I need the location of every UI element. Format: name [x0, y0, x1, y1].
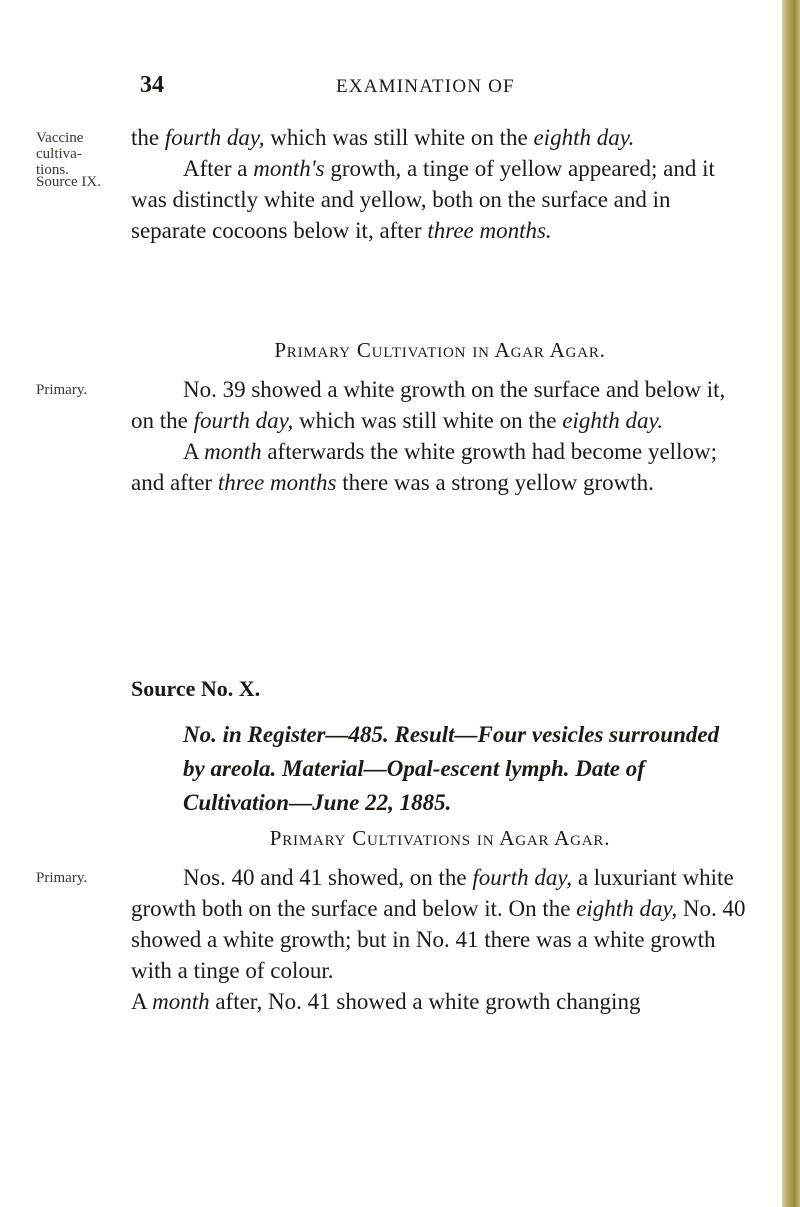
italic-run: month	[152, 989, 210, 1014]
italic-run: fourth day,	[164, 125, 265, 150]
paragraph	[131, 374, 747, 436]
italic-run: month	[204, 439, 262, 464]
text-run: No. 39 showed a white growth on the surface and below it, on the	[131, 377, 726, 433]
paragraph	[131, 122, 747, 153]
text-run: afterwards the white growth had become yellow; and after	[131, 439, 717, 495]
source-details: No. in Register—485. Result—Four vesicles surrounded by areola. Material—Opal-escent lymph. Date of Cultivation—June 22, 1885.	[183, 722, 720, 815]
page-number: 34	[140, 72, 164, 98]
running-head	[0, 72, 620, 102]
text-run: growth, a tinge of yellow appeared; and it was distinctly white and yellow, both on the surface and in separate cocoons below it, after	[131, 156, 715, 243]
body-block-3	[131, 862, 747, 1017]
paragraph	[131, 436, 747, 498]
paragraph	[131, 153, 747, 246]
text-run: there was a strong yellow growth.	[336, 470, 654, 495]
margin-note-primary-2: Primary.	[36, 870, 88, 886]
section-heading-2: Primary Cultivations in Agar Agar.	[269, 826, 611, 850]
source-heading: Source No. X.	[131, 676, 261, 701]
italic-run: eighth day.	[533, 125, 635, 150]
body-block-2	[131, 374, 747, 498]
paragraph	[131, 862, 747, 986]
text-run: which was still white on the	[264, 125, 534, 150]
italic-run: three months.	[427, 218, 552, 243]
page-edge	[782, 0, 800, 1207]
margin-note-line: tions.	[36, 162, 69, 178]
text-run: A	[183, 439, 205, 464]
paragraph	[131, 986, 747, 1017]
text-run: A	[131, 989, 153, 1014]
italic-run: fourth day,	[472, 865, 573, 890]
italic-run: month's	[253, 156, 325, 181]
margin-note-source-ix: Source IX.	[36, 174, 101, 190]
margin-note-primary-1: Primary.	[36, 382, 88, 398]
italic-run: eighth day,	[576, 896, 678, 921]
margin-note-line: Vaccine	[36, 130, 84, 146]
text-run: After a	[183, 156, 254, 181]
text-run: which was still white on the	[293, 408, 563, 433]
body-block-1	[131, 122, 747, 246]
italic-run: three months	[217, 470, 337, 495]
margin-note-line: cultiva-	[36, 146, 82, 162]
italic-run: fourth day,	[193, 408, 294, 433]
header-title: EXAMINATION OF	[336, 76, 515, 97]
text-run: the	[131, 125, 165, 150]
text-run: after, No. 41 showed a white growth changing	[209, 989, 641, 1014]
text-run: Nos. 40 and 41 showed, on the	[183, 865, 473, 890]
section-heading-1: Primary Cultivation in Agar Agar.	[274, 338, 606, 362]
text-run: No. 40 showed a white growth; but in No. 41 there was a white growth with a tinge of colour.	[131, 896, 746, 983]
text-run: a luxuriant white growth both on the surface and below it. On the	[131, 865, 734, 921]
margin-note-vaccine	[36, 130, 126, 178]
italic-run: eighth day.	[562, 408, 664, 433]
